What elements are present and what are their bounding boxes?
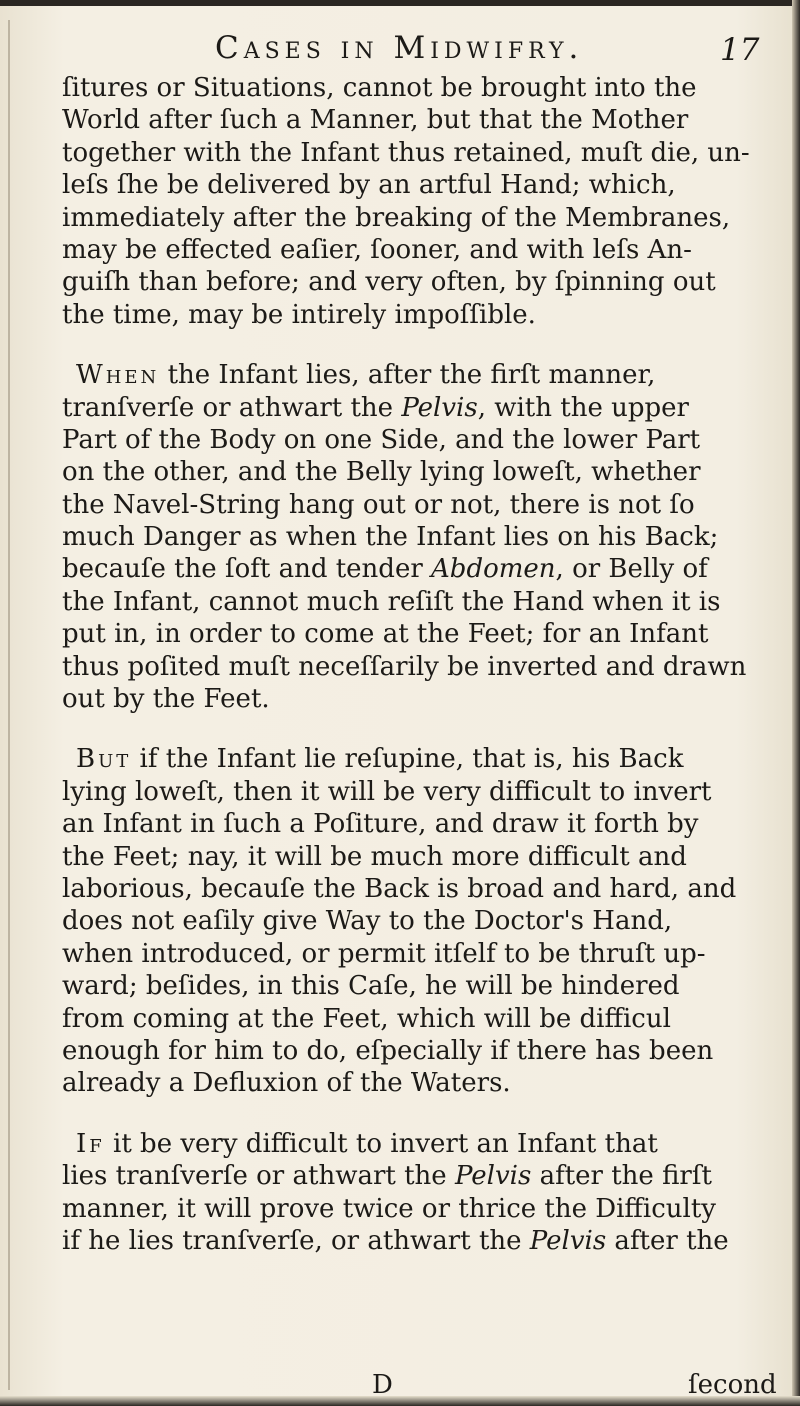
text-line: laborious, becauſe the Back is broad and hard, and: [62, 873, 737, 904]
page-header: [0, 30, 800, 70]
text-line: [62, 1128, 762, 1160]
text-line: lying loweſt, then it will be very difficult to invert: [62, 776, 712, 807]
pelvis-term: Pelvis: [454, 1161, 532, 1192]
text-line: together with the Infant thus retained, muſt die, un-: [62, 137, 750, 168]
text-line: Part of the Body on one Side, and the lower Part: [62, 424, 701, 455]
line-rest: if the Infant lie reſupine, that is, his Back: [131, 744, 684, 775]
lead-word: But: [76, 744, 132, 775]
paragraph-gap: [62, 715, 762, 743]
text-line: if he lies tranſverſe, or athwart the Pelvis after the: [62, 1225, 729, 1256]
page-number: 17: [720, 32, 760, 68]
lead-word: If: [76, 1128, 105, 1159]
text-line: much Danger as when the Infant lies on his Back;: [62, 522, 719, 553]
text-line: ward; beſides, in this Caſe, he will be hindered: [62, 971, 680, 1002]
text-line: tranſverſe or athwart the Pelvis, with the upper: [62, 392, 689, 423]
text-line: on the other, and the Belly lying loweſt, whether: [62, 457, 701, 488]
text-line: becauſe the ſoft and tender Abdomen, or Belly of: [62, 554, 708, 585]
page-gutter-rule: [8, 20, 10, 1390]
catchword: ſecond: [688, 1370, 777, 1400]
paragraph-1: [62, 72, 762, 331]
abdomen-term: Abdomen: [431, 554, 556, 585]
text-line: put in, in order to come at the Feet; for an Infant: [62, 619, 709, 650]
text-line: ſitures or Situations, cannot be brought into the: [62, 73, 697, 103]
text-line: manner, it will prove twice or thrice the Difficulty: [62, 1193, 716, 1224]
pelvis-term: Pelvis: [529, 1225, 607, 1256]
running-head: Cases in Midwifry.: [215, 30, 584, 66]
line-rest: the Infant lies, after the firſt manner,: [159, 360, 656, 391]
text-line: the Navel-String hang out or not, there is not ſo: [62, 489, 695, 520]
text-line: [62, 359, 762, 391]
paragraph-gap: [62, 1100, 762, 1128]
paragraph-3: [62, 743, 762, 1099]
text-line: may be effected eaſier, ſooner, and with leſs An-: [62, 234, 692, 265]
text-line: [62, 743, 762, 775]
paragraph-2: [62, 359, 762, 715]
text-line: guiſh than before; and very often, by ſpinning out: [62, 267, 716, 298]
text-line: enough for him to do, eſpecially if there has been: [62, 1035, 714, 1066]
text-line: World after ſuch a Manner, but that the Mother: [62, 105, 689, 136]
text-line: an Infant in ſuch a Poſiture, and draw it forth by: [62, 809, 699, 840]
text-line: the time, may be intirely impoſſible.: [62, 299, 536, 330]
body-text: [62, 72, 762, 1257]
text-line: does not eaſily give Way to the Doctor's Hand,: [62, 906, 673, 937]
text-line: already a Defluxion of the Waters.: [62, 1068, 511, 1099]
paragraph-4: [62, 1128, 762, 1258]
text-line: lies tranſverſe or athwart the Pelvis after the firſt: [62, 1161, 712, 1192]
page-right-edge: [792, 0, 800, 1406]
text-line: out by the Feet.: [62, 684, 270, 715]
line-rest: it be very difficult to invert an Infant that: [104, 1128, 658, 1159]
text-line: the Infant, cannot much reſiſt the Hand when it is: [62, 586, 721, 617]
text-line: the Feet; nay, it will be much more difficult and: [62, 841, 687, 872]
paragraph-gap: [62, 331, 762, 359]
text-line: leſs ſhe be delivered by an artful Hand; which,: [62, 170, 676, 201]
text-line: immediately after the breaking of the Membranes,: [62, 202, 731, 233]
text-line: when introduced, or permit itſelf to be thruſt up-: [62, 938, 706, 969]
text-line: from coming at the Feet, which will be difficul: [62, 1003, 671, 1034]
pelvis-term: Pelvis: [401, 392, 478, 423]
signature-mark: D: [372, 1370, 393, 1400]
page-footer: [0, 1370, 800, 1402]
text-line: thus poſited muſt neceſſarily be inverted and drawn: [62, 651, 747, 682]
page-top-edge: [0, 0, 800, 6]
lead-word: When: [76, 360, 160, 391]
